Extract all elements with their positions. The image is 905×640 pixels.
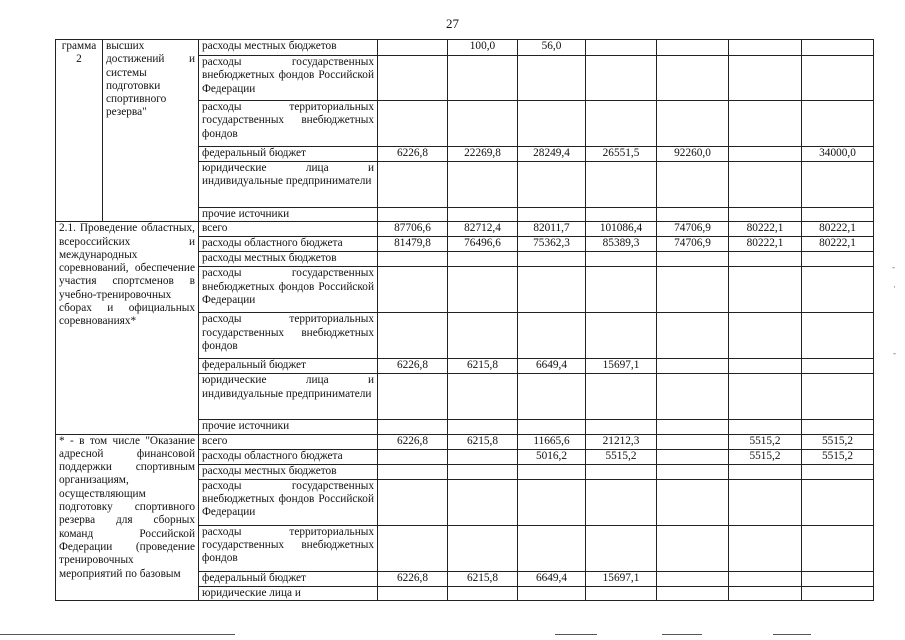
value-cell bbox=[657, 525, 729, 571]
value-cell bbox=[729, 101, 802, 147]
value-cell bbox=[729, 252, 802, 267]
value-cell bbox=[657, 449, 729, 464]
value-cell bbox=[518, 586, 586, 600]
value-cell: 92260,0 bbox=[657, 147, 729, 162]
value-cell: 82011,7 bbox=[518, 222, 586, 237]
value-cell bbox=[378, 208, 448, 222]
value-cell bbox=[729, 313, 802, 359]
funding-source-cell: расходы государственных внебюджетных фондов Российской Федерации bbox=[199, 267, 378, 313]
value-cell bbox=[802, 313, 874, 359]
value-cell bbox=[378, 313, 448, 359]
bottom-rule-left bbox=[0, 634, 235, 635]
value-cell bbox=[586, 267, 657, 313]
value-cell: 6226,8 bbox=[378, 147, 448, 162]
program-name-cell: высших достижений и системы подготовки спортивного резерва" bbox=[103, 40, 199, 222]
value-cell bbox=[518, 313, 586, 359]
value-cell: 5515,2 bbox=[729, 434, 802, 449]
value-cell: 6226,8 bbox=[378, 571, 448, 586]
value-cell bbox=[378, 525, 448, 571]
funding-source-cell: всего bbox=[199, 434, 378, 449]
value-cell bbox=[657, 56, 729, 101]
value-cell: 80222,1 bbox=[802, 222, 874, 237]
value-cell bbox=[518, 374, 586, 420]
value-cell: 5515,2 bbox=[802, 434, 874, 449]
value-cell bbox=[729, 56, 802, 101]
value-cell: 5515,2 bbox=[729, 449, 802, 464]
value-cell bbox=[586, 40, 657, 56]
funding-source-cell: юридические лица и индивидуальные предприниматели bbox=[199, 162, 378, 208]
value-cell: 6215,8 bbox=[448, 434, 518, 449]
value-cell: 81479,8 bbox=[378, 237, 448, 252]
value-cell bbox=[518, 101, 586, 147]
bottom-rule-mark-3 bbox=[773, 634, 811, 635]
edge-mark: · bbox=[893, 282, 896, 292]
value-cell bbox=[802, 359, 874, 374]
bottom-rule-mark-1 bbox=[555, 634, 597, 635]
funding-source-cell: юридические лица и bbox=[199, 586, 378, 600]
value-cell bbox=[448, 449, 518, 464]
value-cell bbox=[802, 101, 874, 147]
funding-source-cell: расходы территориальных государственных внебюджетных фондов bbox=[199, 101, 378, 147]
value-cell bbox=[448, 162, 518, 208]
value-cell bbox=[448, 420, 518, 434]
value-cell bbox=[657, 479, 729, 525]
value-cell bbox=[448, 525, 518, 571]
program-code-cell: грамма 2 bbox=[56, 40, 103, 222]
value-cell: 85389,3 bbox=[586, 237, 657, 252]
value-cell bbox=[729, 586, 802, 600]
value-cell bbox=[448, 56, 518, 101]
value-cell bbox=[802, 162, 874, 208]
funding-source-cell: прочие источники bbox=[199, 208, 378, 222]
value-cell bbox=[378, 252, 448, 267]
value-cell bbox=[802, 208, 874, 222]
value-cell bbox=[802, 56, 874, 101]
value-cell bbox=[657, 571, 729, 586]
value-cell bbox=[657, 252, 729, 267]
value-cell: 80222,1 bbox=[802, 237, 874, 252]
value-cell bbox=[802, 525, 874, 571]
value-cell bbox=[378, 56, 448, 101]
value-cell bbox=[802, 464, 874, 479]
value-cell bbox=[448, 267, 518, 313]
value-cell bbox=[802, 586, 874, 600]
value-cell: 6649,4 bbox=[518, 359, 586, 374]
value-cell bbox=[378, 449, 448, 464]
value-cell bbox=[729, 147, 802, 162]
funding-source-cell: расходы областного бюджета bbox=[199, 449, 378, 464]
value-cell: 26551,5 bbox=[586, 147, 657, 162]
value-cell bbox=[657, 464, 729, 479]
value-cell bbox=[518, 208, 586, 222]
value-cell bbox=[657, 359, 729, 374]
value-cell: 5016,2 bbox=[518, 449, 586, 464]
value-cell bbox=[729, 420, 802, 434]
funding-source-cell: всего bbox=[199, 222, 378, 237]
table-row bbox=[56, 222, 874, 237]
value-cell: 28249,4 bbox=[518, 147, 586, 162]
value-cell: 6215,8 bbox=[448, 571, 518, 586]
value-cell bbox=[586, 525, 657, 571]
value-cell: 100,0 bbox=[448, 40, 518, 56]
measure-name-cell: * - в том числе "Оказание адресной финансовой поддержки спортивным организациям, осуществляющим подготовку спортивного резерва для сборных команд Российской Федерации (проведение тренировочных мероприятий по базовым bbox=[56, 434, 199, 600]
value-cell bbox=[448, 374, 518, 420]
value-cell: 5515,2 bbox=[586, 449, 657, 464]
value-cell: 6226,8 bbox=[378, 434, 448, 449]
value-cell bbox=[378, 267, 448, 313]
value-cell bbox=[448, 101, 518, 147]
value-cell bbox=[657, 420, 729, 434]
value-cell bbox=[729, 40, 802, 56]
value-cell bbox=[518, 252, 586, 267]
value-cell: 80222,1 bbox=[729, 222, 802, 237]
value-cell bbox=[518, 479, 586, 525]
value-cell bbox=[586, 479, 657, 525]
funding-source-cell: расходы государственных внебюджетных фондов Российской Федерации bbox=[199, 56, 378, 101]
value-cell bbox=[802, 267, 874, 313]
value-cell bbox=[378, 586, 448, 600]
value-cell: 15697,1 bbox=[586, 359, 657, 374]
funding-source-cell: расходы территориальных государственных внебюджетных фондов bbox=[199, 525, 378, 571]
value-cell bbox=[378, 420, 448, 434]
value-cell bbox=[518, 525, 586, 571]
value-cell bbox=[448, 252, 518, 267]
funding-source-cell: федеральный бюджет bbox=[199, 359, 378, 374]
value-cell bbox=[378, 464, 448, 479]
bottom-rule-mark-2 bbox=[662, 634, 702, 635]
value-cell: 11665,6 bbox=[518, 434, 586, 449]
value-cell bbox=[518, 162, 586, 208]
value-cell bbox=[729, 374, 802, 420]
value-cell: 15697,1 bbox=[586, 571, 657, 586]
value-cell bbox=[448, 464, 518, 479]
value-cell bbox=[586, 374, 657, 420]
measure-name-cell: 2.1. Проведение областных, всероссийских и международных соревнований, обеспечение участия спортсменов в учебно-тренировочных сборах и официальных соревнованиях* bbox=[56, 222, 199, 434]
funding-source-cell: федеральный бюджет bbox=[199, 571, 378, 586]
value-cell bbox=[729, 479, 802, 525]
value-cell bbox=[802, 571, 874, 586]
edge-mark: - bbox=[892, 262, 895, 272]
value-cell bbox=[657, 313, 729, 359]
budget-table bbox=[55, 39, 874, 601]
value-cell: 82712,4 bbox=[448, 222, 518, 237]
value-cell: 6226,8 bbox=[378, 359, 448, 374]
value-cell: 5515,2 bbox=[802, 449, 874, 464]
value-cell bbox=[378, 40, 448, 56]
funding-source-cell: расходы местных бюджетов bbox=[199, 464, 378, 479]
value-cell bbox=[586, 252, 657, 267]
value-cell bbox=[448, 313, 518, 359]
value-cell bbox=[586, 56, 657, 101]
funding-source-cell: расходы областного бюджета bbox=[199, 237, 378, 252]
value-cell bbox=[657, 101, 729, 147]
table-row bbox=[56, 40, 874, 56]
funding-source-cell: расходы государственных внебюджетных фондов Российской Федерации bbox=[199, 479, 378, 525]
value-cell: 75362,3 bbox=[518, 237, 586, 252]
value-cell bbox=[657, 374, 729, 420]
value-cell bbox=[802, 420, 874, 434]
value-cell bbox=[657, 208, 729, 222]
funding-source-cell: расходы местных бюджетов bbox=[199, 40, 378, 56]
value-cell: 56,0 bbox=[518, 40, 586, 56]
value-cell: 74706,9 bbox=[657, 237, 729, 252]
value-cell bbox=[378, 162, 448, 208]
value-cell bbox=[586, 464, 657, 479]
value-cell bbox=[586, 313, 657, 359]
value-cell: 87706,6 bbox=[378, 222, 448, 237]
funding-source-cell: расходы территориальных государственных внебюджетных фондов bbox=[199, 313, 378, 359]
value-cell bbox=[378, 101, 448, 147]
value-cell bbox=[657, 162, 729, 208]
value-cell bbox=[518, 420, 586, 434]
table-body bbox=[56, 40, 874, 601]
value-cell: 22269,8 bbox=[448, 147, 518, 162]
value-cell bbox=[802, 479, 874, 525]
value-cell bbox=[729, 571, 802, 586]
value-cell bbox=[802, 374, 874, 420]
funding-source-cell: юридические лица и индивидуальные предприниматели bbox=[199, 374, 378, 420]
value-cell bbox=[729, 525, 802, 571]
value-cell bbox=[802, 40, 874, 56]
value-cell bbox=[586, 208, 657, 222]
value-cell bbox=[657, 267, 729, 313]
funding-source-cell: федеральный бюджет bbox=[199, 147, 378, 162]
value-cell: 74706,9 bbox=[657, 222, 729, 237]
value-cell bbox=[518, 56, 586, 101]
value-cell bbox=[448, 479, 518, 525]
value-cell: 80222,1 bbox=[729, 237, 802, 252]
edge-mark: - bbox=[893, 348, 896, 358]
value-cell bbox=[729, 162, 802, 208]
value-cell bbox=[378, 374, 448, 420]
value-cell: 34000,0 bbox=[802, 147, 874, 162]
value-cell bbox=[586, 162, 657, 208]
value-cell bbox=[448, 586, 518, 600]
value-cell bbox=[378, 479, 448, 525]
page-number: 27 bbox=[446, 16, 459, 31]
table-row bbox=[56, 434, 874, 449]
value-cell bbox=[729, 359, 802, 374]
funding-source-cell: прочие источники bbox=[199, 420, 378, 434]
value-cell bbox=[802, 252, 874, 267]
value-cell: 76496,6 bbox=[448, 237, 518, 252]
value-cell: 6215,8 bbox=[448, 359, 518, 374]
value-cell: 6649,4 bbox=[518, 571, 586, 586]
value-cell bbox=[586, 101, 657, 147]
value-cell bbox=[657, 40, 729, 56]
value-cell bbox=[657, 586, 729, 600]
value-cell: 21212,3 bbox=[586, 434, 657, 449]
value-cell bbox=[518, 267, 586, 313]
value-cell bbox=[448, 208, 518, 222]
value-cell bbox=[729, 267, 802, 313]
value-cell bbox=[657, 434, 729, 449]
funding-source-cell: расходы местных бюджетов bbox=[199, 252, 378, 267]
value-cell bbox=[729, 208, 802, 222]
value-cell bbox=[586, 420, 657, 434]
value-cell bbox=[729, 464, 802, 479]
value-cell bbox=[586, 586, 657, 600]
value-cell: 101086,4 bbox=[586, 222, 657, 237]
value-cell bbox=[518, 464, 586, 479]
